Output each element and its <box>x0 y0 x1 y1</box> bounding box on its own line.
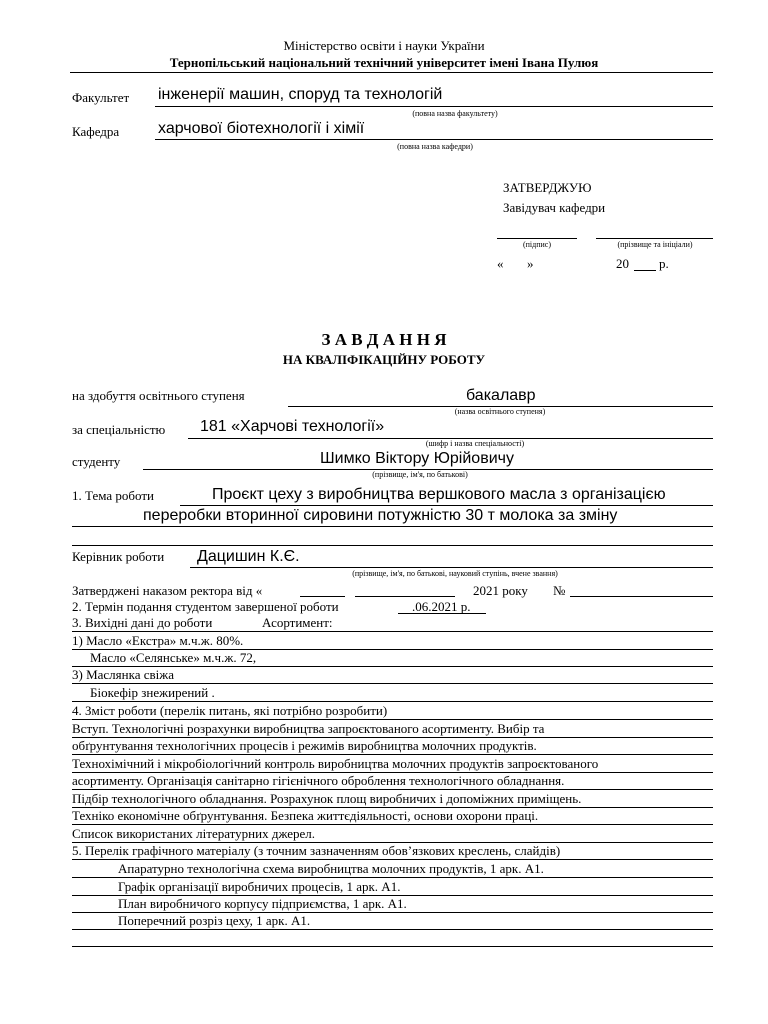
approve-label: ЗАТВЕРДЖУЮ <box>503 180 592 195</box>
graphics-label: 5. Перелік графічного матеріалу (з точним зазначенням обов’язкових креслень, слайдів) <box>72 843 561 858</box>
faculty-caption: (повна назва факультету) <box>412 109 498 118</box>
supervisor-value: Дацишин К.Є. <box>197 548 300 565</box>
degree-caption: (назва освітнього ступеня) <box>454 407 546 416</box>
department-caption: (повна назва кафедри) <box>397 142 473 151</box>
contents-line-1: Вступ. Технологічні розрахунки виробництва запроєктованого асортименту. Вибір та <box>72 721 545 736</box>
date-year-prefix: 20 <box>616 256 629 271</box>
topic-rule-2 <box>72 526 713 527</box>
student-caption: (прізвище, ім'я, по батькові) <box>372 470 468 479</box>
contents-line-2: обґрунтування технологічних процесів і режимів виробництва молочних продуктів. <box>72 738 537 753</box>
date-quote-close: » <box>527 256 534 271</box>
contents-line-4: асортименту. Організація санітарно гігієнічного оброблення технологічного обладнання. <box>72 773 565 788</box>
supervisor-label: Керівник роботи <box>72 549 165 564</box>
university-heading: Тернопільський національний технічний університет імені Івана Пулюя <box>169 55 599 70</box>
contents-line-7: Список використаних літературних джерел. <box>72 826 316 841</box>
contents-rule-4 <box>72 789 713 790</box>
initial-data-line-3: 3) Маслянка свіжа <box>72 667 175 682</box>
order-number-sign: № <box>553 583 566 598</box>
faculty-value: інженерії машин, споруд та технологій <box>158 86 443 103</box>
head-of-department-label: Завідувач кафедри <box>503 200 606 215</box>
contents-rule-0 <box>72 719 713 720</box>
graphics-line-1: Апаратурно технологічна схема виробництва молочних продуктів, 1 арк. А1. <box>118 861 544 876</box>
department-label: Кафедра <box>72 124 120 139</box>
topic-rule-1 <box>180 505 713 506</box>
document-title: З А В Д А Н Н Я <box>321 330 447 349</box>
order-prefix: Затверджені наказом ректора від « <box>72 583 263 598</box>
initial-data-value: Асортимент: <box>262 615 333 630</box>
ministry-heading: Міністерство освіти і науки України <box>283 38 485 53</box>
initial-data-line-4: Біокефір знежирений . <box>90 685 215 700</box>
supervisor-line <box>190 567 713 568</box>
date-quote-open: « <box>497 256 504 271</box>
order-year: 2021 року <box>473 583 528 598</box>
signature-caption: (підпис) <box>522 240 551 249</box>
topic-line-2: переробки вторинної сировини потужністю 30 т молока за зміну <box>143 507 618 524</box>
contents-rule-2 <box>72 754 713 755</box>
topic-rule-3 <box>72 545 713 546</box>
document-subtitle: НА КВАЛІФІКАЦІЙНУ РОБОТУ <box>282 352 486 367</box>
initial-data-label: 3. Вихідні дані до роботи <box>72 615 213 630</box>
initial-data-rule-3 <box>72 683 713 684</box>
deadline-value: .06.2021 р. <box>412 599 471 614</box>
order-month-blank <box>355 596 455 597</box>
contents-line-5: Підбір технологічного обладнання. Розрахунок площ виробничих і допоміжних приміщень. <box>72 791 582 806</box>
graphics-rule-0 <box>72 859 713 860</box>
contents-rule-6 <box>72 824 713 825</box>
student-value: Шимко Віктору Юрійовичу <box>320 450 514 467</box>
deadline-label: 2. Термін подання студентом завершеної роботи <box>72 599 339 614</box>
date-year-blank <box>634 270 656 271</box>
graphics-rule-4 <box>72 929 713 930</box>
degree-label: на здобуття освітнього ступеня <box>72 388 245 403</box>
supervisor-caption: (прізвище, ім'я, по батькові, науковий ступінь, вчене звання) <box>352 569 558 578</box>
faculty-line <box>155 106 713 107</box>
graphics-rule-5 <box>72 946 713 947</box>
graphics-line-3: План виробничого корпусу підприємства, 1 арк. А1. <box>118 896 407 911</box>
header-rule <box>70 72 713 73</box>
approver-name-line <box>596 238 713 239</box>
department-line <box>155 139 713 140</box>
specialty-value: 181 «Харчові технології» <box>200 418 385 435</box>
initial-data-line-2: Масло «Селянське» м.ч.ж. 72, <box>90 650 257 665</box>
specialty-label: за спеціальністю <box>72 422 166 437</box>
signature-line <box>497 238 577 239</box>
initial-data-rule-0 <box>72 631 713 632</box>
initial-data-rule-4 <box>72 701 713 702</box>
contents-line-6: Техніко економічне обґрунтування. Безпека життєдіяльності, основи охорони праці. <box>72 808 539 823</box>
date-year-suffix: р. <box>659 256 669 271</box>
faculty-label: Факультет <box>72 90 130 105</box>
specialty-caption: (шифр і назва спеціальності) <box>425 439 525 448</box>
order-number-blank <box>570 596 713 597</box>
graphics-rule-1 <box>72 877 713 878</box>
deadline-line <box>398 613 486 614</box>
order-day-blank <box>300 596 345 597</box>
department-value: харчової біотехнології і хімії <box>158 120 365 137</box>
topic-label: 1. Тема роботи <box>72 488 154 503</box>
approver-name-caption: (прізвище та ініціали) <box>617 240 693 249</box>
graphics-line-2: Графік організації виробничих процесів, 1 арк. А1. <box>118 879 401 894</box>
contents-label: 4. Зміст роботи (перелік питань, які потрібно розробити) <box>72 703 388 718</box>
degree-value: бакалавр <box>466 387 536 404</box>
student-label: студенту <box>72 454 121 469</box>
graphics-line-4: Поперечний розріз цеху, 1 арк. А1. <box>118 913 311 928</box>
initial-data-line-1: 1) Масло «Екстра» м.ч.ж. 80%. <box>72 633 244 648</box>
contents-line-3: Технохімічний і мікробіологічний контроль виробництва молочних продуктів запроєктованого <box>72 756 599 771</box>
topic-line-1: Проєкт цеху з виробництва вершкового масла з організацією <box>212 486 666 503</box>
